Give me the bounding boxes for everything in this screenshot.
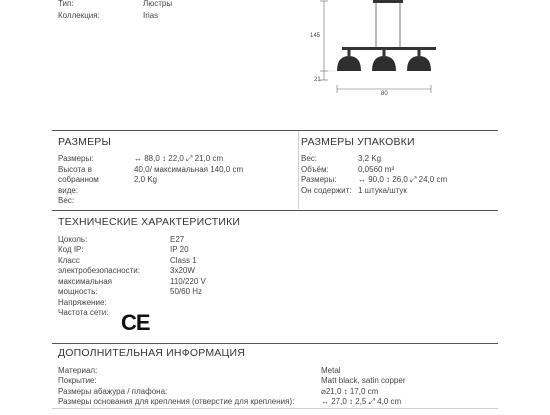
dimensions-row-label: Высота в bbox=[58, 165, 92, 174]
dimensions-row-value: ↔ 88,0 ↕ 22,0 ⤢ 21,0 cm bbox=[134, 154, 224, 163]
additional-title: ДОПОЛНИТЕЛЬНАЯ ИНФОРМАЦИЯ bbox=[58, 347, 245, 359]
technical-row-value: E27 bbox=[170, 235, 185, 244]
collection-label: Коллекция: bbox=[58, 11, 100, 20]
packaging-row-value: 1 штука/штук bbox=[358, 186, 407, 195]
technical-title: ТЕХНИЧЕСКИЕ ХАРАКТЕРИСТИКИ bbox=[58, 216, 241, 228]
dimensions-row-value: 40,0/ максимальная 140,0 cm bbox=[134, 165, 244, 174]
packaging-row-value: 0,0560 m³ bbox=[358, 165, 395, 174]
technical-row-label: электробезопасности: bbox=[58, 266, 140, 275]
technical-row-label: Напряжение: bbox=[58, 298, 107, 307]
shade-left bbox=[337, 50, 361, 71]
additional-row-label: Покрытие: bbox=[58, 376, 97, 385]
ce-mark: CE bbox=[121, 310, 150, 335]
dim-height-label: 145 bbox=[310, 33, 321, 39]
technical-row-label: Класс bbox=[58, 256, 80, 265]
technical-row-value: IP 20 bbox=[170, 245, 189, 254]
packaging-row-label: Он содержит: bbox=[301, 186, 352, 195]
dimensions-row-label: Вес: bbox=[58, 196, 75, 205]
technical-row-value: 3x20W bbox=[170, 266, 195, 275]
packaging-row-label: Объём: bbox=[301, 165, 329, 174]
technical-row-label: максимальная bbox=[58, 277, 112, 286]
dimensions-title: РАЗМЕРЫ bbox=[58, 136, 111, 148]
dimensions-row-label: виде: bbox=[58, 186, 79, 195]
collection-value: Irias bbox=[143, 11, 159, 20]
packaging-row-label: Вес: bbox=[301, 154, 318, 163]
packaging-row-value: ↔ 90,0 ↕ 26,0 ⤢ 24,0 cm bbox=[358, 175, 448, 184]
product-drawing bbox=[300, 0, 460, 100]
section-divider-technical bbox=[52, 210, 498, 211]
additional-row-label: Размеры абажура / плафона: bbox=[58, 387, 168, 396]
packaging-row-value: 3,2 Kg bbox=[358, 154, 382, 163]
packaging-title: РАЗМЕРЫ УПАКОВКИ bbox=[301, 136, 415, 148]
technical-row-label: Цоколь: bbox=[58, 235, 88, 244]
shade-right bbox=[407, 50, 431, 71]
additional-row-label: Размеры основания для крепления (отверстие для крепления): bbox=[58, 397, 295, 406]
technical-row-value: 110/220 V bbox=[170, 277, 206, 286]
additional-row-label: Материал: bbox=[58, 366, 98, 375]
shade-middle bbox=[372, 50, 396, 71]
additional-row-value: Metal bbox=[321, 366, 341, 375]
additional-row-value: ⌀21,0 ↕ 17,0 cm bbox=[321, 387, 379, 396]
technical-row-label: Частота сети: bbox=[58, 308, 109, 317]
technical-row-value: Class 1 bbox=[170, 256, 197, 265]
section-column-divider bbox=[298, 131, 299, 209]
dim-shade-label: 21 bbox=[314, 77, 321, 83]
technical-row-value: 50/60 Hz bbox=[170, 287, 203, 296]
packaging-row-label: Размеры: bbox=[301, 175, 337, 184]
type-value: Люстры bbox=[143, 0, 173, 8]
type-label: Тип: bbox=[58, 0, 74, 8]
footer-divider bbox=[52, 408, 498, 409]
dim-width-label: 80 bbox=[381, 91, 388, 97]
technical-row-label: мощность: bbox=[58, 287, 98, 296]
section-divider-additional bbox=[52, 343, 498, 344]
additional-row-value: Matt black, satin copper bbox=[321, 376, 406, 385]
section-divider-dimensions bbox=[52, 130, 498, 131]
canopy bbox=[373, 0, 403, 3]
dimensions-row-label: Размеры: bbox=[58, 154, 94, 163]
bar bbox=[342, 47, 436, 50]
technical-row-label: Код IP: bbox=[58, 245, 84, 254]
dimensions-row-value: 2,0 Kg bbox=[134, 175, 158, 184]
dimensions-row-label: собранном bbox=[58, 175, 99, 184]
additional-row-value: ↔ 27,0 ↕ 2,5 ⤢ 4,0 cm bbox=[321, 397, 402, 406]
